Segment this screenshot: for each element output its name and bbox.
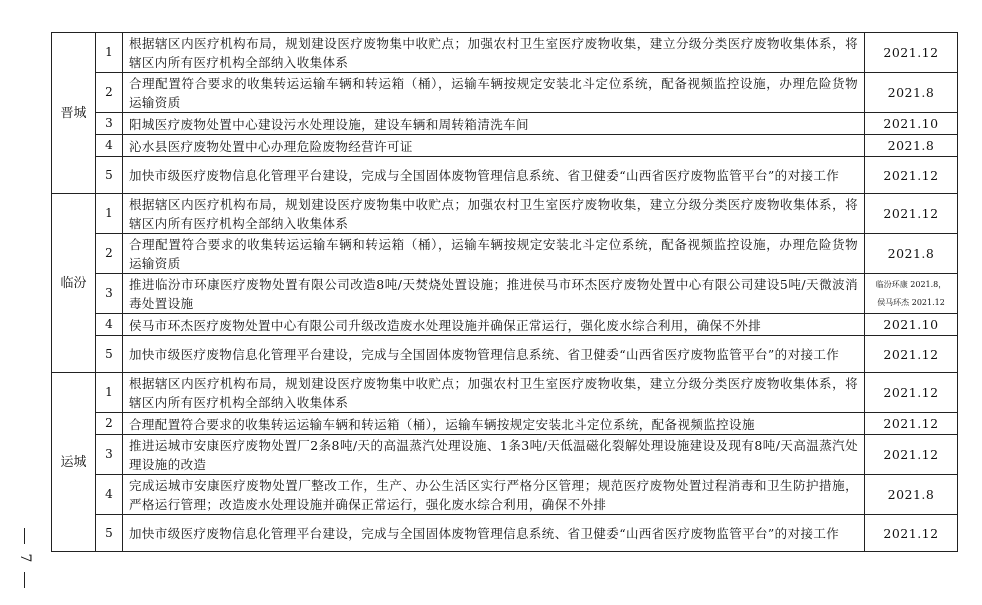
task-description: 加快市级医疗废物信息化管理平台建设，完成与全国固体废物管理信息系统、省卫健委“山西省医疗废物监管平台”的对接工作 <box>123 157 865 194</box>
table-row <box>52 475 958 515</box>
row-number: 4 <box>96 475 123 515</box>
row-number: 5 <box>96 336 123 373</box>
deadline: 2021.12 <box>865 157 958 194</box>
deadline: 2021.12 <box>865 336 958 373</box>
task-description: 加快市级医疗废物信息化管理平台建设，完成与全国固体废物管理信息系统、省卫健委“山西省医疗废物监管平台”的对接工作 <box>123 515 865 552</box>
task-description: 根据辖区内医疗机构布局，规划建设医疗废物集中收贮点；加强农村卫生室医疗废物收集，建立分级分类医疗废物收集体系，将辖区内所有医疗机构全部纳入收集体系 <box>123 373 865 413</box>
deadline: 2021.12 <box>865 33 958 73</box>
deadline: 2021.12 <box>865 373 958 413</box>
row-number: 1 <box>96 373 123 413</box>
medical-waste-task-table <box>51 32 958 552</box>
table-row <box>52 515 958 552</box>
table-row <box>52 73 958 113</box>
region-cell: 晋城 <box>52 33 96 194</box>
task-description: 根据辖区内医疗机构布局，规划建设医疗废物集中收贮点；加强农村卫生室医疗废物收集，建立分级分类医疗废物收集体系，将辖区内所有医疗机构全部纳入收集体系 <box>123 194 865 234</box>
task-description: 推进临汾市环康医疗废物处置有限公司改造8吨/天焚烧处置设施；推进侯马市环杰医疗废物处置中心有限公司建设5吨/天微波消毒处置设施 <box>123 274 865 314</box>
region-cell: 运城 <box>52 373 96 552</box>
deadline: 2021.8 <box>865 475 958 515</box>
deadline: 2021.8 <box>865 135 958 157</box>
page-number-marker <box>14 528 36 590</box>
deadline: 2021.12 <box>865 413 958 435</box>
table-row <box>52 373 958 413</box>
table-row <box>52 194 958 234</box>
task-description: 阳城医疗废物处置中心建设污水处理设施，建设车辆和周转箱清洗车间 <box>123 113 865 135</box>
deadline: 2021.10 <box>865 314 958 336</box>
task-description: 合理配置符合要求的收集转运运输车辆和转运箱（桶），运输车辆按规定安装北斗定位系统，配备视频监控设施 <box>123 413 865 435</box>
task-description: 侯马市环杰医疗废物处置中心有限公司升级改造废水处理设施并确保正常运行，强化废水综合利用，确保不外排 <box>123 314 865 336</box>
task-description: 合理配置符合要求的收集转运运输车辆和转运箱（桶），运输车辆按规定安装北斗定位系统，配备视频监控设施，办理危险货物运输资质 <box>123 234 865 274</box>
deadline: 2021.10 <box>865 113 958 135</box>
row-number: 2 <box>96 73 123 113</box>
row-number: 2 <box>96 413 123 435</box>
task-description: 合理配置符合要求的收集转运运输车辆和转运箱（桶），运输车辆按规定安装北斗定位系统，配备视频监控设施，办理危险货物运输资质 <box>123 73 865 113</box>
table-row <box>52 113 958 135</box>
deadline: 2021.12 <box>865 194 958 234</box>
task-description: 根据辖区内医疗机构布局，规划建设医疗废物集中收贮点；加强农村卫生室医疗废物收集，建立分级分类医疗废物收集体系，将辖区内所有医疗机构全部纳入收集体系 <box>123 33 865 73</box>
table-row <box>52 157 958 194</box>
deadline-line: 临汾环康 2021.8， <box>875 279 947 289</box>
deadline-line: 侯马环杰 2021.12 <box>877 297 945 307</box>
row-number: 3 <box>96 435 123 475</box>
table-row <box>52 135 958 157</box>
deadline <box>865 274 958 314</box>
table-row <box>52 33 958 73</box>
table-row <box>52 314 958 336</box>
row-number: 5 <box>96 157 123 194</box>
table-row <box>52 413 958 435</box>
row-number: 1 <box>96 33 123 73</box>
row-number: 3 <box>96 274 123 314</box>
task-description: 沁水县医疗废物处置中心办理危险废物经营许可证 <box>123 135 865 157</box>
deadline: 2021.12 <box>865 515 958 552</box>
table-row <box>52 336 958 373</box>
page-mark-dash-bottom <box>24 572 25 588</box>
deadline: 2021.8 <box>865 73 958 113</box>
table-row <box>52 435 958 475</box>
deadline: 2021.12 <box>865 435 958 475</box>
region-cell: 临汾 <box>52 194 96 373</box>
page-mark-dash-top <box>24 528 25 544</box>
row-number: 1 <box>96 194 123 234</box>
page-number: 7 <box>17 553 33 563</box>
task-description: 加快市级医疗废物信息化管理平台建设，完成与全国固体废物管理信息系统、省卫健委“山西省医疗废物监管平台”的对接工作 <box>123 336 865 373</box>
deadline: 2021.8 <box>865 234 958 274</box>
row-number: 2 <box>96 234 123 274</box>
table-row <box>52 234 958 274</box>
row-number: 4 <box>96 314 123 336</box>
row-number: 4 <box>96 135 123 157</box>
row-number: 5 <box>96 515 123 552</box>
table-row <box>52 274 958 314</box>
task-description: 推进运城市安康医疗废物处置厂2条8吨/天的高温蒸汽处理设施、1条3吨/天低温磁化裂解处理设施建设及现有8吨/天高温蒸汽处理设施的改造 <box>123 435 865 475</box>
task-description: 完成运城市安康医疗废物处置厂整改工作，生产、办公生活区实行严格分区管理；规范医疗废物处置过程消毒和卫生防护措施，严格运行管理；改造废水处理设施并确保正常运行，强化废水综合利用，确保不外排 <box>123 475 865 515</box>
row-number: 3 <box>96 113 123 135</box>
